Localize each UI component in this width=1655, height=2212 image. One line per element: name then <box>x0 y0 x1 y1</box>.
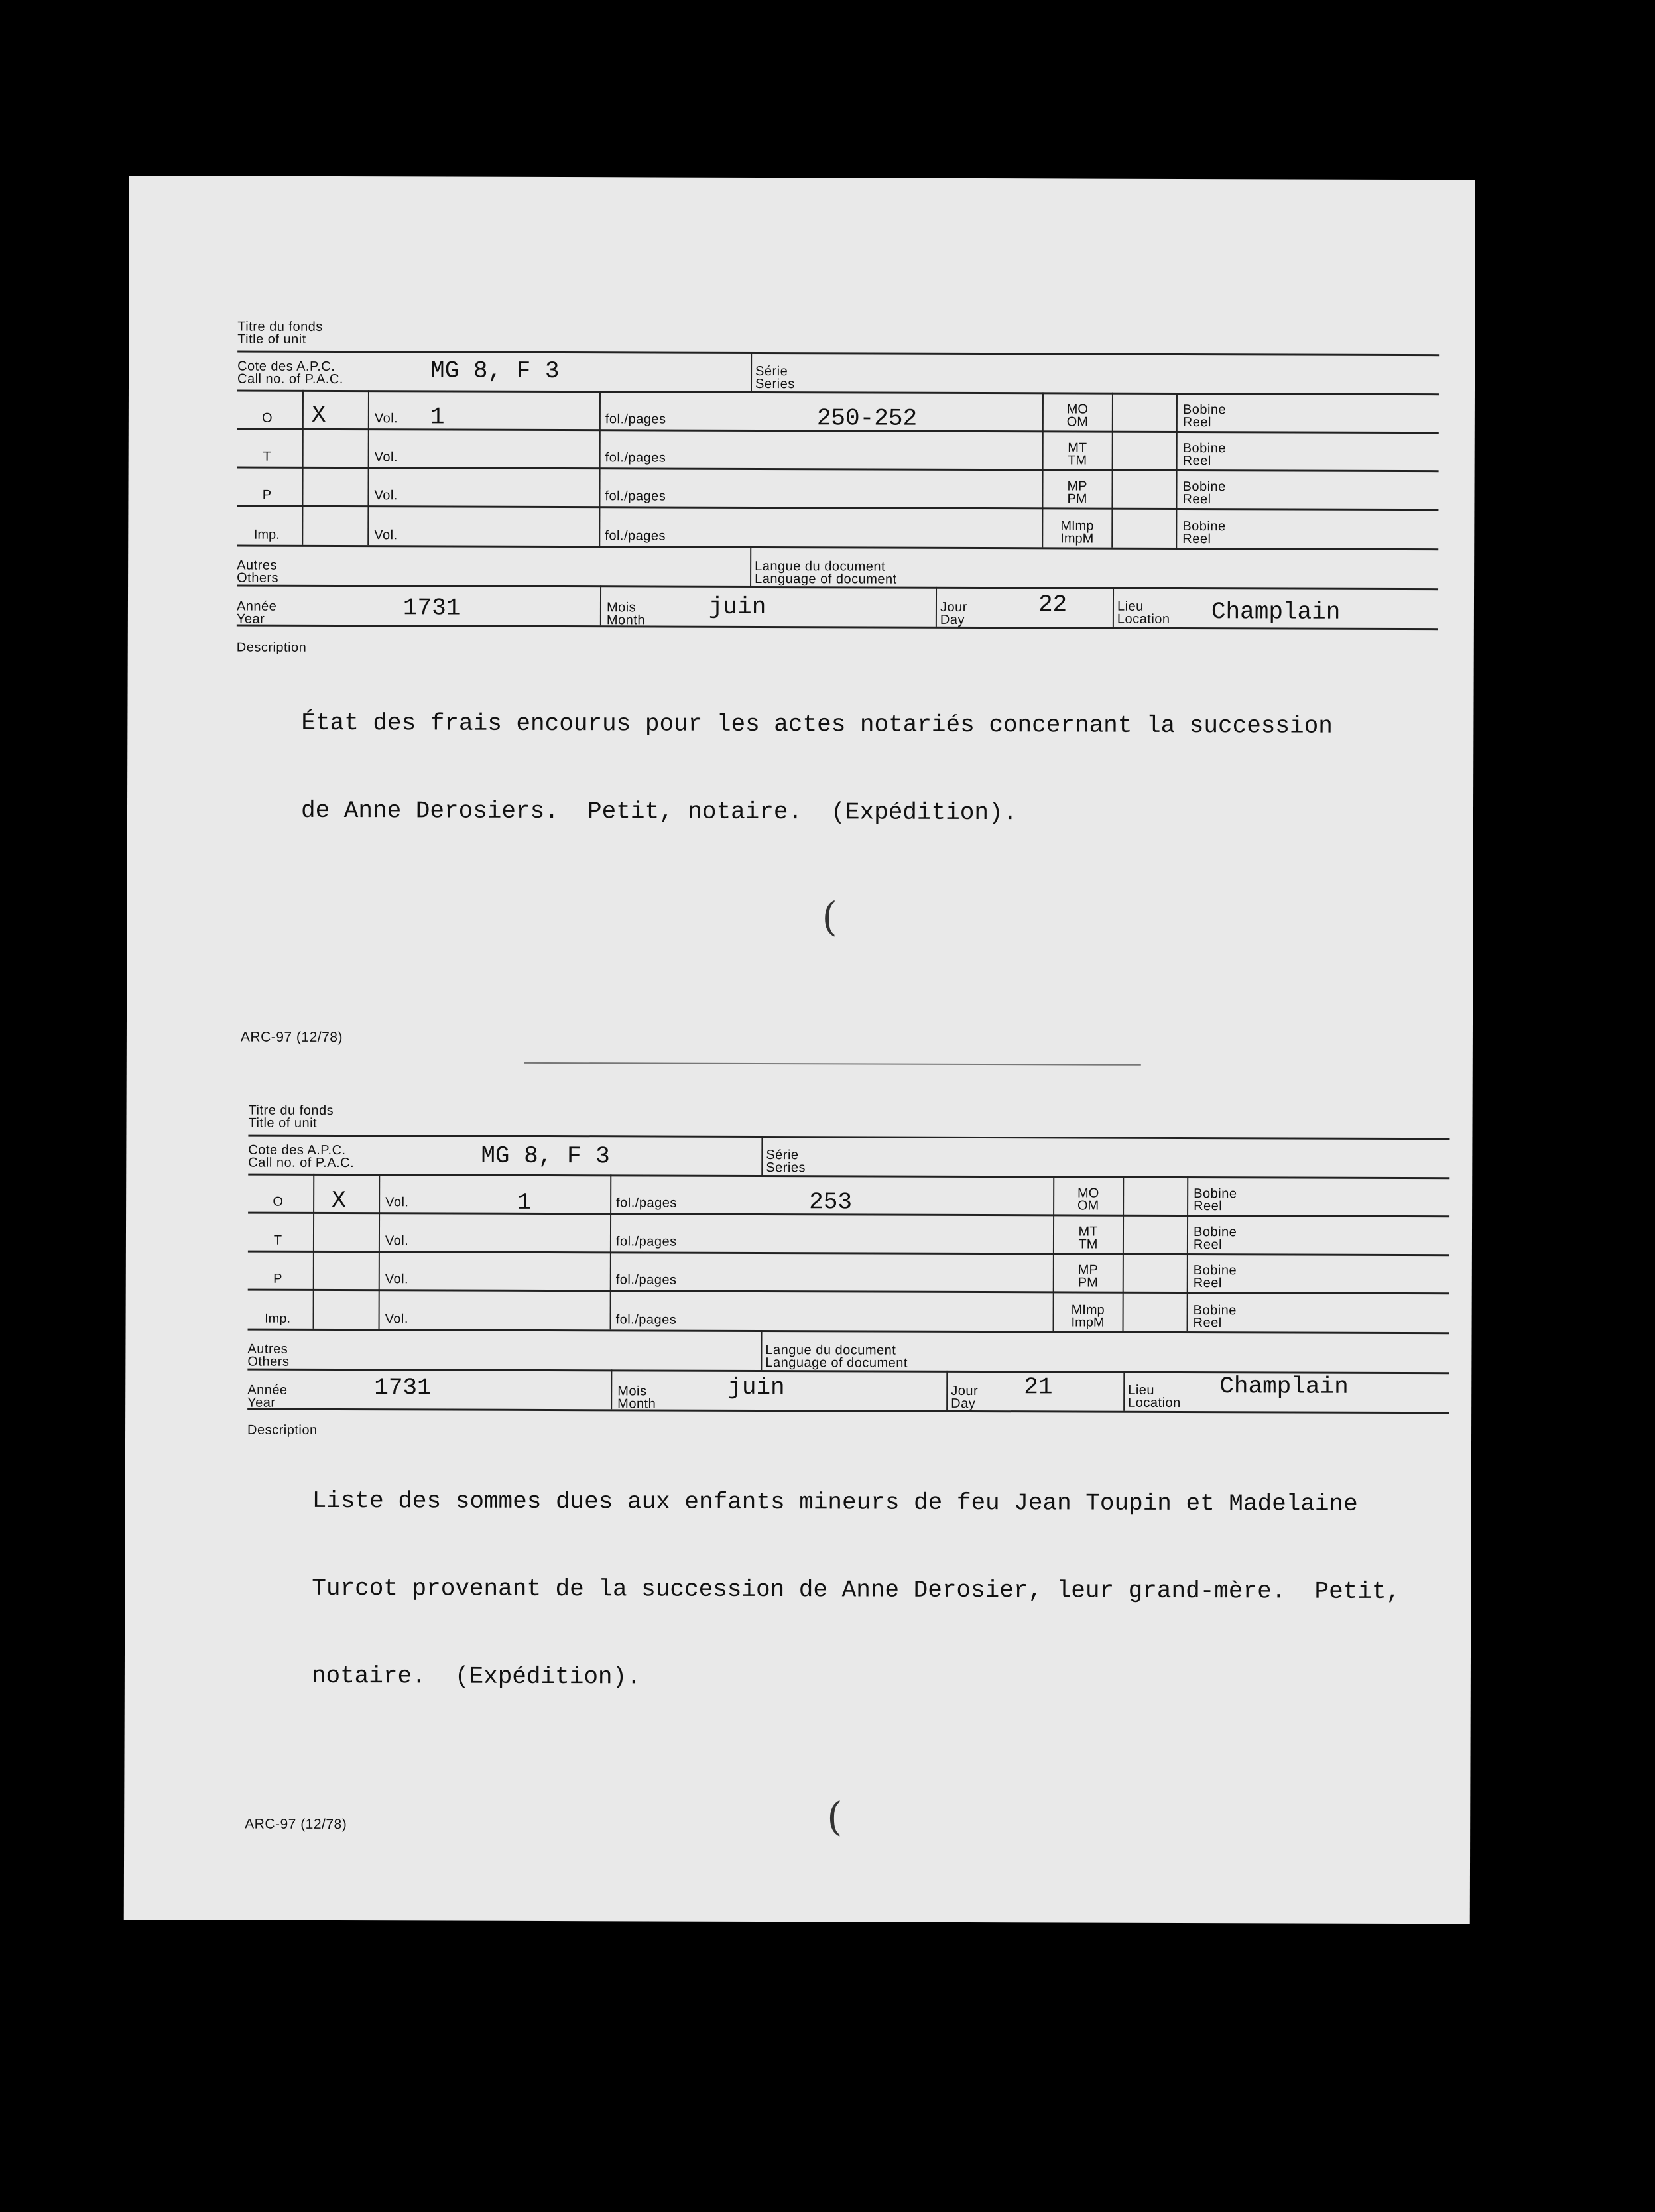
location-value: Champlain <box>1211 598 1341 626</box>
divider <box>761 1330 762 1370</box>
rule <box>248 1251 1449 1257</box>
vol-label: Vol. <box>374 450 398 465</box>
fol-pages-label: fol./pages <box>605 489 666 504</box>
location-label: Lieu Location <box>1128 1382 1181 1410</box>
row-type-t: T <box>273 1233 282 1248</box>
rule <box>237 351 1439 357</box>
o-vol-value: 1 <box>430 403 445 431</box>
grid-line <box>379 1174 381 1329</box>
divider <box>936 587 937 627</box>
rule <box>237 545 1438 551</box>
divider <box>611 1369 612 1409</box>
archive-page <box>124 176 1475 1924</box>
description-label: Description <box>236 640 307 655</box>
catalogue-card-2 <box>140 959 1486 1841</box>
bobine-reel-label: Bobine Reel <box>1182 479 1226 507</box>
divider <box>600 585 601 625</box>
description-text <box>312 1428 1401 1752</box>
others-label: Autres Others <box>237 558 279 585</box>
code-mimp: MImp ImpM <box>1071 1302 1105 1330</box>
rule <box>237 390 1439 396</box>
form-code: ARC-97 (12/78) <box>240 1029 343 1046</box>
location-value: Champlain <box>1219 1373 1349 1400</box>
divider <box>1113 587 1114 627</box>
description-line: Turcot provenant de la succession de Anne Derosier, leur grand-mère. Petit, <box>312 1574 1401 1606</box>
vol-label: Vol. <box>385 1312 408 1327</box>
bobine-reel-label: Bobine Reel <box>1193 1225 1237 1253</box>
code-mp: MP PM <box>1067 479 1087 507</box>
description-text <box>301 650 1333 887</box>
rule <box>248 1174 1449 1180</box>
description-label: Description <box>247 1422 318 1438</box>
row-type-imp: Imp. <box>265 1311 291 1326</box>
code-mt: MT TM <box>1078 1224 1098 1252</box>
vol-label: Vol. <box>385 1272 409 1287</box>
title-of-unit-label: Titre du fonds Title of unit <box>248 1103 334 1131</box>
call-no-value: MG 8, F 3 <box>430 357 560 385</box>
day-label: Jour Day <box>951 1383 979 1412</box>
code-mt: MT TM <box>1068 440 1087 468</box>
divider <box>750 546 751 586</box>
bobine-reel-label: Bobine Reel <box>1182 402 1227 430</box>
vol-label: Vol. <box>374 528 398 543</box>
grid-line <box>302 390 304 545</box>
grid-line <box>610 1174 612 1329</box>
fol-pages-label: fol./pages <box>615 1234 677 1249</box>
description-line: État des frais encourus pour les actes notariés concernant la succession <box>301 709 1333 740</box>
month-label: Mois Month <box>617 1384 656 1412</box>
grid-line <box>1123 1176 1125 1331</box>
row-type-t: T <box>263 449 271 464</box>
rule <box>247 1408 1449 1414</box>
year-value: 1731 <box>374 1374 432 1402</box>
fol-pages-label: fol./pages <box>605 528 666 544</box>
row-type-imp: Imp. <box>253 527 280 542</box>
rule <box>248 1329 1449 1335</box>
code-mo: MO OM <box>1066 402 1089 430</box>
rule <box>248 1135 1449 1140</box>
form-code: ARC-97 (12/78) <box>245 1816 347 1833</box>
rule <box>237 505 1438 511</box>
year-label: Année Year <box>247 1382 288 1410</box>
day-label: Jour Day <box>940 599 967 627</box>
fol-pages-label: fol./pages <box>615 1312 677 1327</box>
vol-label: Vol. <box>374 411 398 426</box>
description-line: notaire. (Expédition). <box>311 1662 641 1691</box>
bobine-reel-label: Bobine Reel <box>1193 1303 1237 1331</box>
day-value: 21 <box>1024 1373 1053 1401</box>
language-label: Langue du document Language of document <box>755 558 897 587</box>
fol-pages-label: fol./pages <box>616 1196 677 1211</box>
scribble-mark: ( <box>827 1794 843 1841</box>
month-label: Mois Month <box>606 600 646 628</box>
grid-line <box>1111 393 1113 548</box>
catalogue-card-1 <box>129 176 1475 1046</box>
call-no-label: Cote des A.P.C. Call no. of P.A.C. <box>248 1142 355 1171</box>
fol-pages-label: fol./pages <box>605 412 666 427</box>
card-separator <box>524 1062 1141 1066</box>
grid-line <box>313 1174 315 1329</box>
divider <box>761 1136 763 1176</box>
o-pages-value: 250-252 <box>816 404 918 432</box>
bobine-reel-label: Bobine Reel <box>1182 519 1226 547</box>
bobine-reel-label: Bobine Reel <box>1194 1186 1237 1214</box>
o-mark: X <box>311 401 326 429</box>
o-pages-value: 253 <box>809 1188 853 1216</box>
code-mo: MO OM <box>1077 1186 1099 1213</box>
o-vol-value: 1 <box>517 1188 532 1216</box>
fol-pages-label: fol./pages <box>605 450 666 465</box>
description-line: de Anne Derosiers. Petit, notaire. (Expédition). <box>300 796 1018 827</box>
row-type-p: P <box>262 487 272 503</box>
bobine-reel-label: Bobine Reel <box>1182 440 1227 469</box>
month-value: juin <box>727 1373 785 1402</box>
year-label: Année Year <box>236 599 277 627</box>
divider <box>946 1371 948 1410</box>
grid-line <box>1176 393 1178 548</box>
vol-label: Vol. <box>385 1233 409 1249</box>
row-type-o: O <box>262 410 273 426</box>
others-label: Autres Others <box>247 1341 290 1369</box>
fol-pages-label: fol./pages <box>615 1272 677 1288</box>
series-label: Série Series <box>766 1148 806 1176</box>
month-value: juin <box>708 593 766 621</box>
grid-line <box>367 390 369 545</box>
code-mimp: MImp ImpM <box>1060 519 1094 546</box>
description-line: Liste des sommes dues aux enfants mineurs de feu Jean Toupin et Madelaine <box>312 1487 1358 1518</box>
title-of-unit-label: Titre du fonds Title of unit <box>237 319 323 347</box>
scribble-mark: ( <box>822 894 838 941</box>
call-no-label: Cote des A.P.C. Call no. of P.A.C. <box>237 359 343 387</box>
o-mark: X <box>332 1186 346 1215</box>
location-label: Lieu Location <box>1117 599 1170 627</box>
rule <box>248 1289 1449 1295</box>
divider <box>1123 1371 1125 1411</box>
language-label: Langue du document Language of document <box>765 1343 908 1371</box>
call-no-value: MG 8, F 3 <box>481 1142 610 1170</box>
bobine-reel-label: Bobine Reel <box>1193 1263 1237 1291</box>
divider <box>751 352 752 392</box>
series-label: Série Series <box>755 363 795 392</box>
rule <box>237 467 1439 473</box>
grid-line <box>599 391 601 546</box>
year-value: 1731 <box>402 594 461 622</box>
row-type-o: O <box>273 1194 283 1209</box>
code-mp: MP PM <box>1077 1262 1098 1290</box>
row-type-p: P <box>273 1271 282 1286</box>
vol-label: Vol. <box>385 1195 409 1210</box>
grid-line <box>1187 1176 1189 1331</box>
vol-label: Vol. <box>374 488 398 503</box>
day-value: 22 <box>1038 591 1068 619</box>
